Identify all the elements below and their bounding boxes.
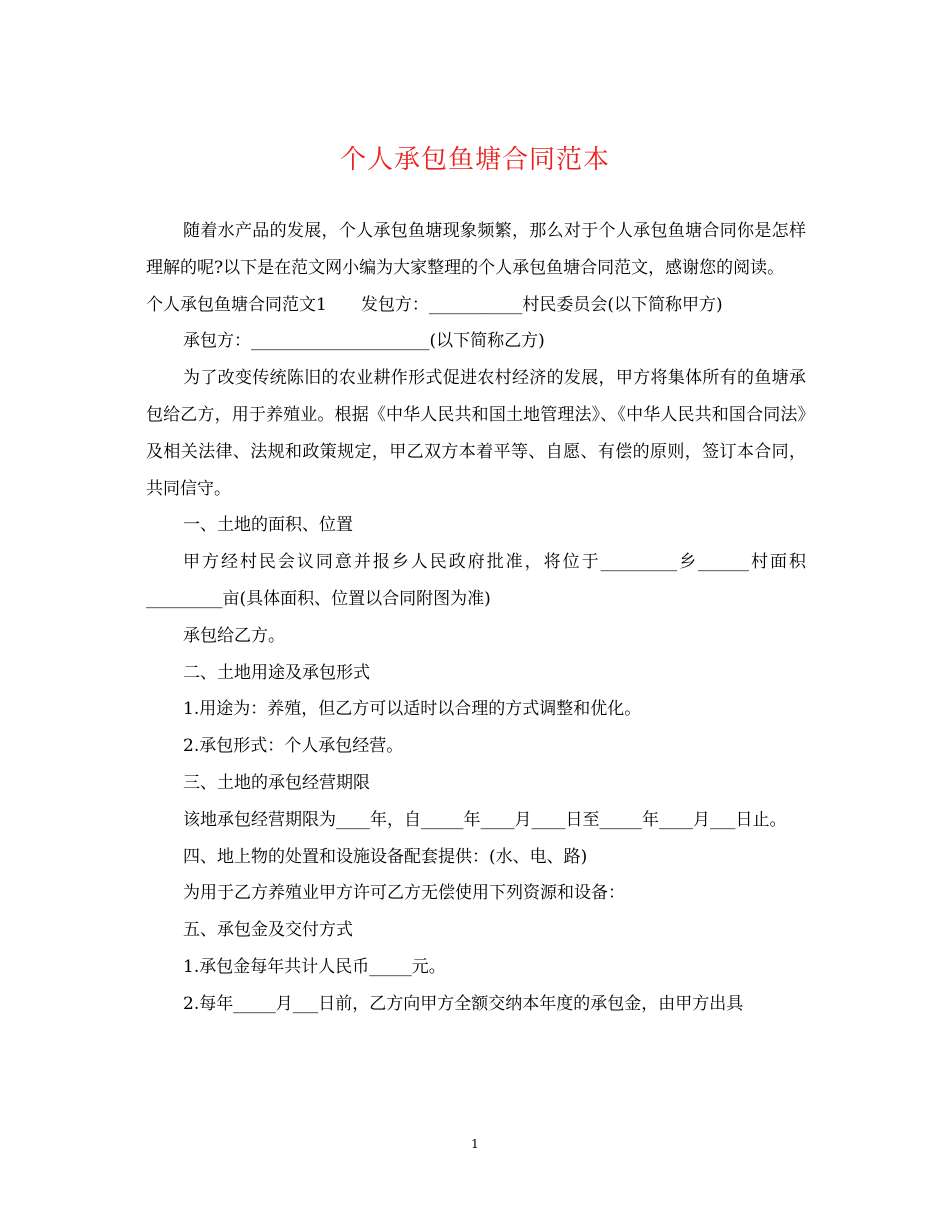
section-heading-4: 四、地上物的处置和设施设备配套提供：(水、电、路) bbox=[183, 846, 588, 867]
document-body bbox=[146, 213, 806, 1023]
contract-sample-heading: 个人承包鱼塘合同范文1 发包方：___________村民委员会(以下简称甲方) bbox=[146, 294, 723, 315]
contractor-line: 承包方：_____________________(以下简称乙方) bbox=[183, 331, 545, 352]
preamble-paragraph: 为了改变传统陈旧的农业耕作形式促进农村经济的发展，甲方将集体所有的鱼塘承包给乙方，用于养殖业。根据《中华人民共和国土地管理法》、《中华人民共和国合同法》及相关法律、法规和政策规定，甲乙双方本着平等、自愿、有偿的原则，签订本合同，共同信守。 bbox=[146, 368, 806, 499]
section-heading-1: 一、土地的面积、位置 bbox=[183, 515, 353, 536]
section-4-paragraph: 为用于乙方养殖业甲方许可乙方无偿使用下列资源和设备： bbox=[183, 883, 625, 904]
section-heading-3: 三、土地的承包经营期限 bbox=[183, 772, 370, 793]
section-5-item-2: 2.每年_____月___日前，乙方向甲方全额交纳本年度的承包金，由甲方出具 bbox=[183, 993, 744, 1014]
intro-paragraph: 随着水产品的发展，个人承包鱼塘现象频繁，那么对于个人承包鱼塘合同你是怎样理解的呢?以下是在范文网小编为大家整理的个人承包鱼塘合同范文，感谢您的阅读。 bbox=[146, 221, 806, 278]
section-3-paragraph: 该地承包经营期限为____年，自_____年____月____日至_____年____月___日止。 bbox=[183, 809, 787, 830]
section-2-item-2: 2.承包形式：个人承包经营。 bbox=[183, 736, 404, 757]
section-1-paragraph: 甲方经村民会议同意并报乡人民政府批准，将位于_________乡______村面积_________亩(具体面积、位置以合同附图为准) bbox=[146, 552, 806, 609]
page-number: 1 bbox=[471, 1137, 479, 1151]
section-heading-2: 二、土地用途及承包形式 bbox=[183, 662, 370, 683]
section-heading-5: 五、承包金及交付方式 bbox=[183, 920, 353, 941]
section-5-item-1: 1.承包金每年共计人民币_____元。 bbox=[183, 956, 446, 977]
document-title: 个人承包鱼塘合同范本 bbox=[339, 145, 610, 175]
section-2-item-1: 1.用途为：养殖，但乙方可以适时以合理的方式调整和优化。 bbox=[183, 699, 642, 720]
section-1-continuation: 承包给乙方。 bbox=[183, 625, 285, 646]
